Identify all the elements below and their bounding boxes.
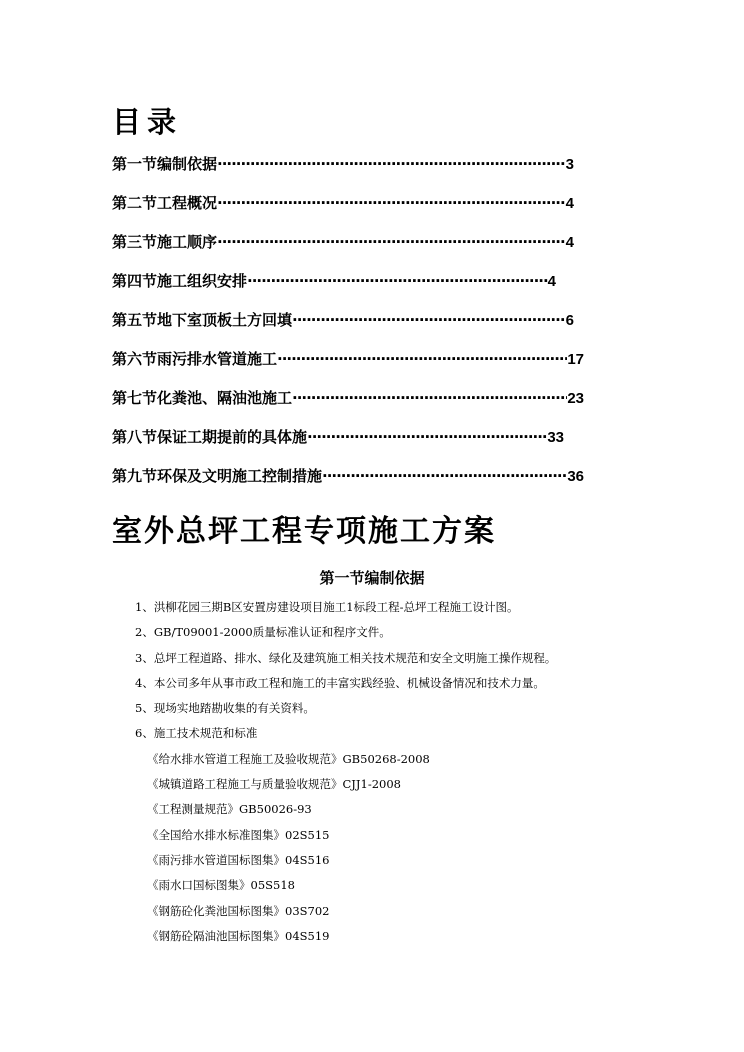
document-title: 室外总坪工程专项施工方案 bbox=[112, 514, 496, 549]
toc-entry[interactable] bbox=[112, 348, 584, 387]
toc-entry-label: 第二节工程概况 bbox=[112, 194, 218, 212]
dot-leader bbox=[322, 467, 567, 485]
table-of-contents bbox=[112, 153, 584, 504]
toc-entry-label: 第一节编制依据 bbox=[112, 155, 218, 173]
toc-entry-label: 第九节环保及文明施工控制措施 bbox=[112, 467, 323, 485]
toc-page-number: 23 bbox=[567, 390, 584, 407]
dot-leader bbox=[292, 311, 566, 329]
list-item: 2、GB/T09001-2000质量标准认证和程序文件。 bbox=[135, 625, 391, 640]
toc-entry[interactable] bbox=[112, 387, 584, 426]
reference-item: 《雨污排水管道国标图集》04S516 bbox=[147, 852, 330, 867]
dot-leader bbox=[217, 233, 566, 251]
list-item: 5、现场实地踏勘收集的有关资料。 bbox=[135, 701, 315, 716]
list-item: 4、本公司多年从事市政工程和施工的丰富实践经验、机械设备情况和技术力量。 bbox=[135, 675, 545, 690]
toc-title: 目录 bbox=[112, 105, 183, 139]
toc-entry[interactable] bbox=[112, 231, 574, 270]
reference-item: 《城镇道路工程施工与质量验收规范》CJJ1-2008 bbox=[147, 777, 401, 792]
toc-entry-label: 第三节施工顺序 bbox=[112, 233, 218, 251]
toc-entry[interactable] bbox=[112, 192, 574, 231]
dot-leader bbox=[292, 389, 567, 407]
toc-entry[interactable] bbox=[112, 465, 584, 504]
section-heading: 第一节编制依据 bbox=[319, 569, 425, 587]
toc-page-number: 36 bbox=[567, 468, 584, 485]
list-item: 6、施工技术规范和标准 bbox=[135, 726, 258, 741]
dot-leader bbox=[217, 155, 566, 173]
toc-entry-label: 第八节保证工期提前的具体施 bbox=[112, 428, 308, 446]
list-item: 3、总坪工程道路、排水、绿化及建筑施工相关技术规范和安全文明施工操作规程。 bbox=[135, 650, 557, 665]
toc-entry[interactable] bbox=[112, 309, 574, 348]
toc-entry-label: 第六节雨污排水管道施工 bbox=[112, 350, 278, 368]
reference-item: 《钢筋砼隔油池国标图集》04S519 bbox=[147, 928, 330, 943]
toc-entry-label: 第七节化粪池、隔油池施工 bbox=[112, 389, 293, 407]
toc-page-number: 4 bbox=[565, 234, 574, 251]
toc-entry[interactable] bbox=[112, 426, 564, 465]
toc-page-number: 6 bbox=[565, 312, 574, 329]
toc-page-number: 4 bbox=[547, 273, 556, 290]
toc-page-number: 17 bbox=[567, 351, 584, 368]
reference-item: 《给水排水管道工程施工及验收规范》GB50268-2008 bbox=[147, 751, 430, 766]
toc-entry[interactable] bbox=[112, 153, 574, 192]
toc-entry-label: 第四节施工组织安排 bbox=[112, 272, 248, 290]
toc-entry[interactable] bbox=[112, 270, 556, 309]
toc-page-number: 4 bbox=[565, 195, 574, 212]
dot-leader bbox=[217, 194, 566, 212]
dot-leader bbox=[277, 350, 567, 368]
reference-item: 《全国给水排水标准图集》02S515 bbox=[147, 827, 330, 842]
dot-leader bbox=[307, 428, 547, 446]
reference-item: 《雨水口国标图集》05S518 bbox=[147, 878, 295, 893]
dot-leader bbox=[247, 272, 548, 290]
section-body bbox=[135, 599, 556, 953]
toc-page-number: 33 bbox=[547, 429, 564, 446]
toc-page-number: 3 bbox=[565, 156, 574, 173]
reference-item: 《钢筋砼化粪池国标图集》03S702 bbox=[147, 903, 330, 918]
reference-item: 《工程测量规范》GB50026-93 bbox=[147, 802, 312, 817]
list-item: 1、洪柳花园三期B区安置房建设项目施工1标段工程-总坪工程施工设计图。 bbox=[135, 600, 519, 614]
toc-entry-label: 第五节地下室顶板土方回填 bbox=[112, 311, 293, 329]
